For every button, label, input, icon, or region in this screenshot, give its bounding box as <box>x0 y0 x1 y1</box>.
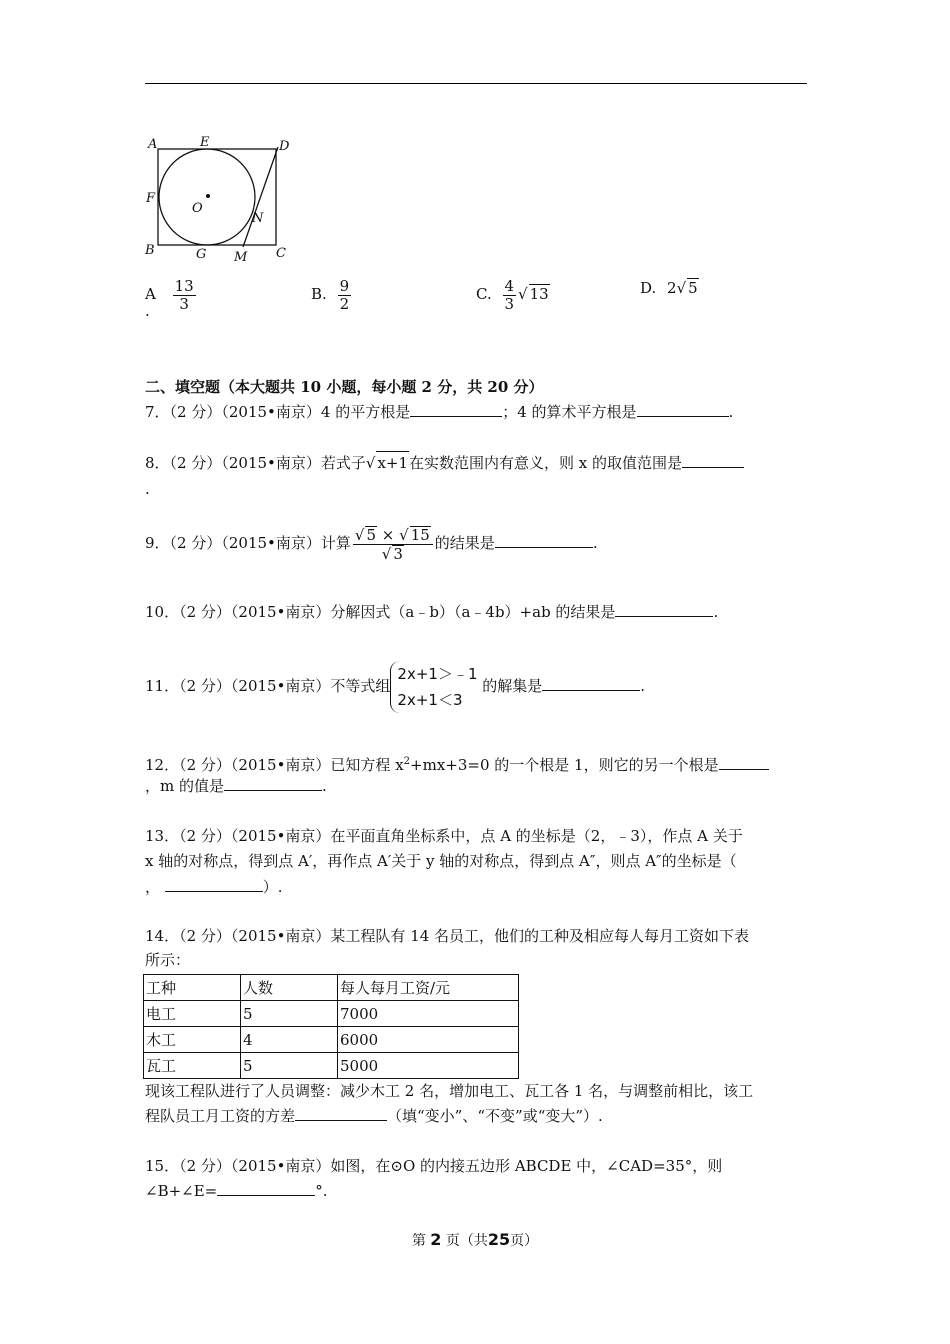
answer-blank[interactable] <box>495 533 593 548</box>
option-b[interactable]: B. $\frac{9}{2}$ <box>311 277 350 313</box>
label-F: F <box>146 191 156 206</box>
label-D: D <box>279 139 290 154</box>
answer-blank[interactable] <box>615 602 713 617</box>
question-13-line1: 13．（2 分）（2015•南京）在平面直角坐标系中，点 A 的坐标是（2，﹣3），作点 A 关于 <box>145 827 743 845</box>
answer-blank[interactable] <box>682 453 744 468</box>
page-footer: 第 2 页（共25页） <box>411 1230 539 1249</box>
table-header-row: 工种 人数 每人每月工资/元 <box>144 975 519 1001</box>
label-N: N <box>252 211 264 226</box>
label-E: E <box>200 135 210 150</box>
question-12-line2: ，m 的值是 . <box>145 777 327 795</box>
question-15-line1: 15．（2 分）（2015•南京）如图，在⊙O 的内接五边形 ABCDE 中，∠CAD=35°，则 <box>145 1157 723 1175</box>
question-7: 7．（2 分）（2015•南京）4 的平方根是 ；4 的算术平方根是 . <box>145 403 734 421</box>
option-a[interactable]: A $\frac{13}{3}$ . <box>145 277 194 320</box>
table-row: 电工 5 7000 <box>144 1001 519 1027</box>
header-rule <box>145 83 807 84</box>
option-c[interactable]: C. $\frac{4}{3}$ √ 13 <box>476 277 549 313</box>
answer-blank[interactable] <box>165 877 263 892</box>
answer-blank[interactable] <box>637 402 729 417</box>
question-14-after1: 现该工程队进行了人员调整：减少木工 2 名，增加电工、瓦工各 1 名，与调整前相比，该工 <box>145 1082 754 1100</box>
label-A: A <box>148 137 158 152</box>
question-13-line3: ， ）. <box>145 878 283 896</box>
question-10: 10．（2 分）（2015•南京）分解因式（a﹣b）（a﹣4b）+ab 的结果是 . <box>145 603 719 621</box>
question-8: 8．（2 分）（2015•南京）若式子√ x+1在实数范围内有意义，则 x 的取值范围是 <box>145 451 744 474</box>
section-title: 二、填空题（本大题共 10 小题，每小题 2 分，共 20 分） <box>145 378 544 396</box>
answer-blank[interactable] <box>410 402 502 417</box>
label-M: M <box>234 250 248 265</box>
label-B: B <box>145 243 155 258</box>
answer-blank[interactable] <box>542 676 640 691</box>
salary-table <box>143 974 519 1079</box>
option-d[interactable]: D. 2√ 5 <box>640 279 698 297</box>
table-row: 木工 4 6000 <box>144 1027 519 1053</box>
answer-blank[interactable] <box>224 776 322 791</box>
question-14-after2: 程队员工月工资的方差 （填“变小”、“不变”或“变大”）. <box>145 1107 603 1125</box>
geometry-figure <box>140 130 300 265</box>
question-8-end: . <box>145 480 150 498</box>
question-12: 12．（2 分）（2015•南京）已知方程 $x^2+mx+3=0$ 的一个根是 1，则它的另一个根是 <box>145 751 769 776</box>
table-row: 瓦工 5 5000 <box>144 1053 519 1079</box>
question-15-line2: ∠B+∠E= °. <box>145 1182 328 1200</box>
label-O: O <box>192 201 203 216</box>
label-C: C <box>276 246 286 261</box>
question-14-line2: 所示： <box>145 951 191 969</box>
center-point <box>206 194 210 198</box>
square-abcd <box>158 149 276 245</box>
question-13-line2: x 轴的对称点，得到点 A′，再作点 A′关于 y 轴的对称点，得到点 A″，则点 A″的坐标是（ <box>145 852 737 870</box>
question-14-line1: 14．（2 分）（2015•南京）某工程队有 14 名员工，他们的工种及相应每人每月工资如下表 <box>145 927 750 945</box>
answer-blank[interactable] <box>719 755 769 770</box>
answer-blank[interactable] <box>217 1181 315 1196</box>
question-9: 9．（2 分）（2015•南京）计算 $\frac{√ 5 \times √ 15}{√ 3}$ 的结果是 . <box>145 526 598 563</box>
tangent-line-dm <box>243 147 278 247</box>
label-G: G <box>196 247 207 262</box>
question-11: 11．（2 分）（2015•南京）不等式组 2x+1＞﹣1 2x+1＜3 的解集是 . <box>145 660 645 713</box>
answer-blank[interactable] <box>295 1106 387 1121</box>
